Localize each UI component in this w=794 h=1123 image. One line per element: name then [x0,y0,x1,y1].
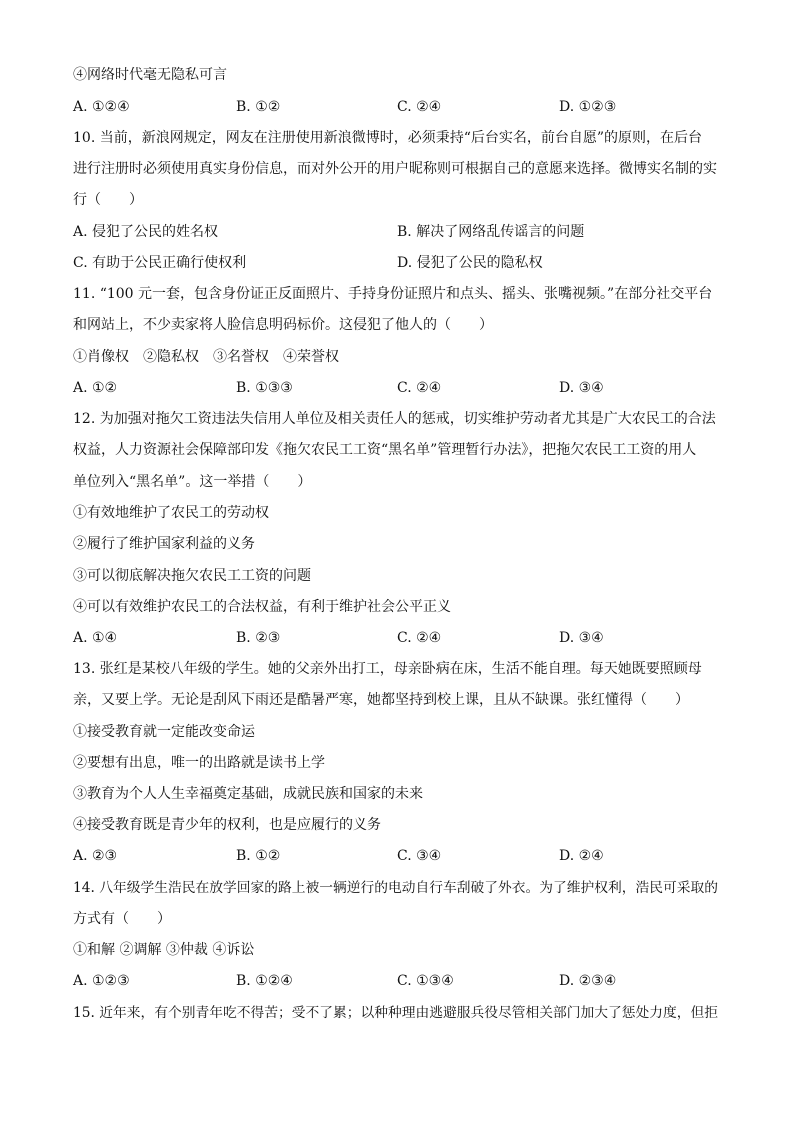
q12-stem-line-3: 单位列入“黑名单”。这一举措（ ） [73,474,312,490]
q10-stem-line-1: 10. 当前，新浪网规定，网友在注册使用新浪微博时，必须秉持“后台实名，前台自愿”的原则，在后台 [73,130,703,146]
q9-options [73,97,723,117]
q11-stem-line-1: 11. “100 元一套，包含身份证正反面照片、手持身份证照片和点头、摇头、张嘴视频。”在部分社交平台 [73,286,713,302]
q10-option-d: D. 侵犯了公民的隐私权 [397,255,543,271]
q11-options [73,378,723,398]
q12-option-a: A. ①④ [73,630,118,646]
q10-options-row-2 [73,253,723,273]
q14-option-b: B. ①②④ [236,973,293,989]
q11-option-c: C. ②④ [397,380,442,396]
q12-item-2: ②履行了维护国家利益的义务 [73,536,255,552]
q10-options-row-1 [73,222,723,242]
q12-option-b: B. ②③ [236,630,281,646]
q14-options [73,971,723,991]
q13-item-4: ④接受教育既是青少年的权利，也是应履行的义务 [73,817,381,833]
q14-stem-line-1: 14. 八年级学生浩民在放学回家的路上被一辆逆行的电动自行车刮破了外衣。为了维护权利，浩民可采取的 [73,880,718,896]
q11-items: ①肖像权 ②隐私权 ③名誉权 ④荣誉权 [73,349,339,365]
q9-option-d: D. ①②③ [559,99,617,115]
q10-option-b: B. 解决了网络乱传谣言的问题 [397,224,585,240]
q13-option-a: A. ②③ [73,848,118,864]
q12-stem-line-1: 12. 为加强对拖欠工资违法失信用人单位及相关责任人的惩戒，切实维护劳动者尤其是广大农民工的合法 [73,411,716,427]
q13-option-c: C. ③④ [397,848,442,864]
q13-item-1: ①接受教育就一定能改变命运 [73,724,255,740]
q12-option-c: C. ②④ [397,630,442,646]
q9-option-a: A. ①②④ [73,99,130,115]
q12-options [73,628,723,648]
q13-stem-line-1: 13. 张红是某校八年级的学生。她的父亲外出打工，母亲卧病在床，生活不能自理。每天她既要照顾母 [73,661,702,677]
q9-option-b: B. ①② [236,99,281,115]
q12-item-3: ③可以彻底解决拖欠农民工工资的问题 [73,568,311,584]
q12-stem-line-2: 权益，人力资源社会保障部印发《拖欠农民工工资“黑名单”管理暂行办法》，把拖欠农民工工资的用人 [73,442,697,458]
q10-stem-line-3: 行（ ） [73,192,143,208]
q12-item-1: ①有效地维护了农民工的劳动权 [73,505,269,521]
q14-stem-line-2: 方式有（ ） [73,911,171,927]
q15-stem-line-1: 15. 近年来，有个别青年吃不得苦；受不了累；以种种理由逃避服兵役尽管相关部门加大了惩处力度，但拒 [73,1005,718,1021]
q10-option-a: A. 侵犯了公民的姓名权 [73,224,219,240]
q12-option-d: D. ③④ [559,630,604,646]
q10-option-c: C. 有助于公民正确行使权利 [73,255,247,271]
q13-item-3: ③教育为个人人生幸福奠定基础，成就民族和国家的未来 [73,786,423,802]
q14-items: ①和解 ②调解 ③仲裁 ④诉讼 [73,942,255,958]
q13-item-2: ②要想有出息，唯一的出路就是读书上学 [73,755,325,771]
q13-option-d: D. ②④ [559,848,604,864]
q12-item-4: ④可以有效维护农民工的合法权益，有利于维护社会公平正义 [73,599,451,615]
q11-stem-line-2: 和网站上，不少卖家将人脸信息明码标价。这侵犯了他人的（ ） [73,317,493,333]
q11-option-d: D. ③④ [559,380,604,396]
q13-options [73,846,723,866]
q11-option-a: A. ①② [73,380,118,396]
q14-option-d: D. ②③④ [559,973,617,989]
q9-option-c: C. ②④ [397,99,442,115]
q9-item-4: ④网络时代毫无隐私可言 [73,67,227,83]
q14-option-a: A. ①②③ [73,973,130,989]
q14-option-c: C. ①③④ [397,973,454,989]
q13-option-b: B. ①② [236,848,281,864]
q11-option-b: B. ①③③ [236,380,293,396]
q10-stem-line-2: 进行注册时必须使用真实身份信息，而对外公开的用户昵称则可根据自己的意愿来选择。微博实名制的实 [73,161,717,177]
q13-stem-line-2: 亲，又要上学。无论是刮风下雨还是酷暑严寒，她都坚持到校上课，且从不缺课。张红懂得（ ） [73,692,689,708]
